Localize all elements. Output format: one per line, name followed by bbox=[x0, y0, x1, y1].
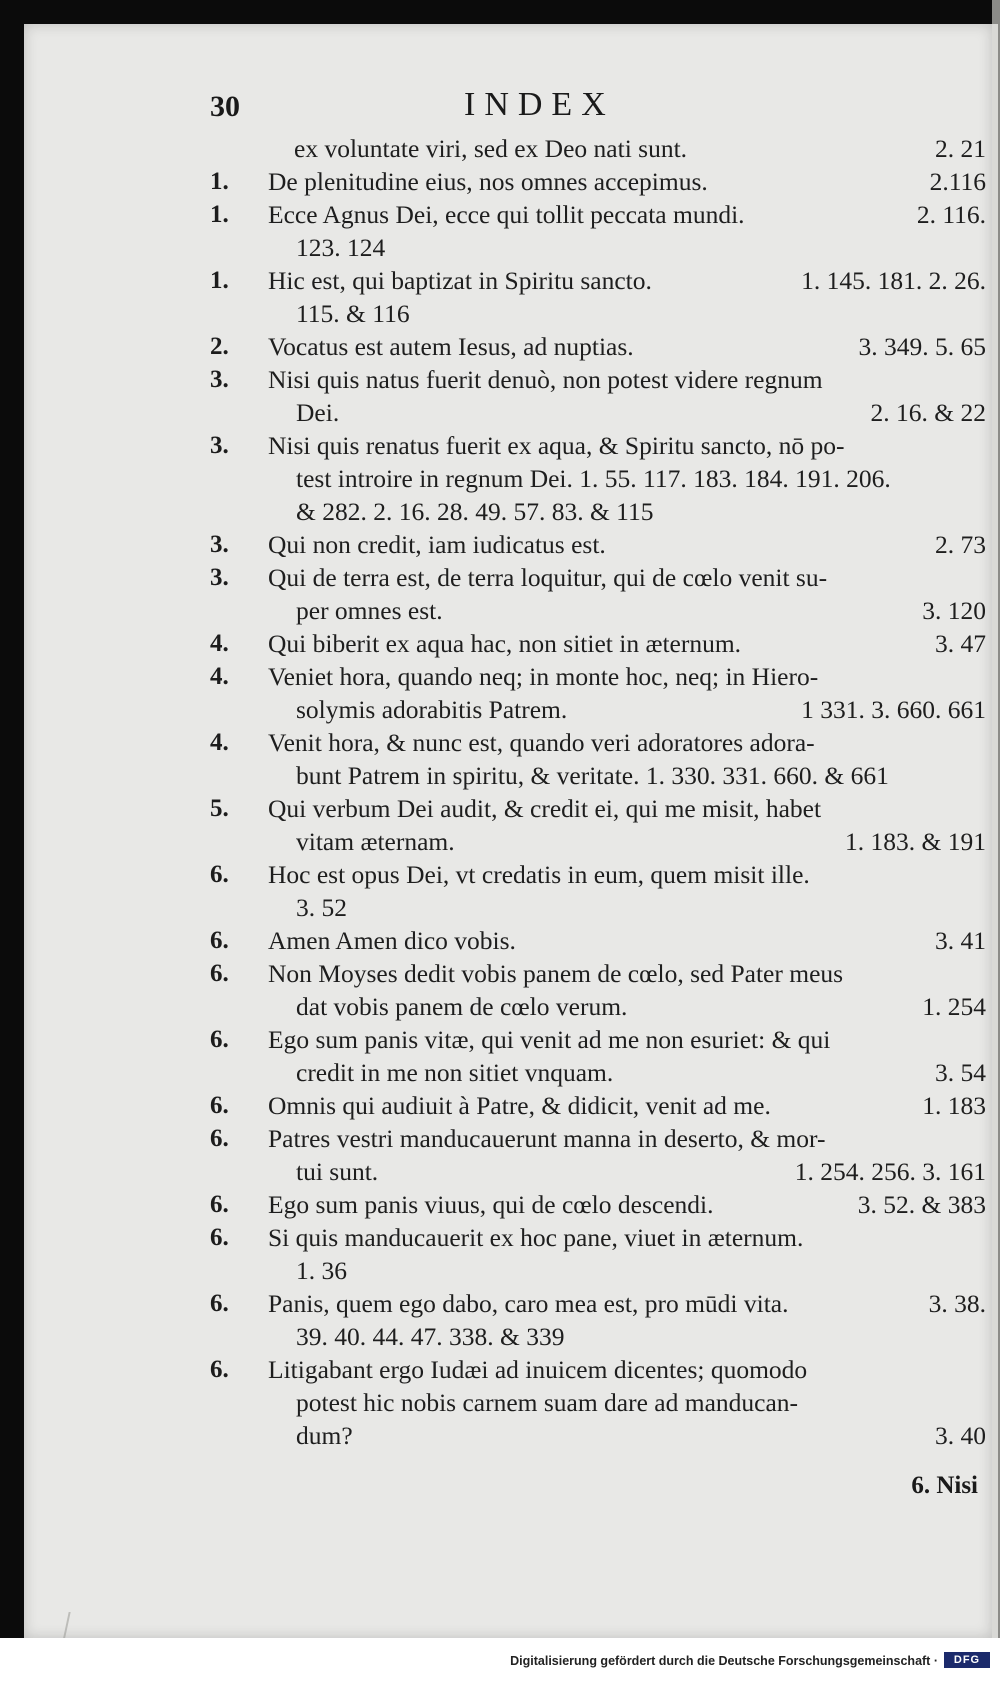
entry-line bbox=[296, 1419, 986, 1452]
chapter-number: 6. bbox=[210, 1125, 229, 1152]
running-title: INDEX bbox=[464, 86, 615, 123]
entry-line bbox=[268, 363, 986, 396]
entry-line bbox=[296, 759, 986, 792]
index-entry bbox=[24, 1122, 992, 1188]
entry-text: De plenitudine eius, nos omnes accepimus. bbox=[268, 167, 708, 196]
catchword: 6. Nisi bbox=[911, 1472, 978, 1499]
page-reference: 1. 183 bbox=[922, 1091, 986, 1120]
chapter-number: 4. bbox=[210, 729, 229, 756]
index-entry bbox=[24, 1089, 992, 1122]
index-entry bbox=[24, 132, 992, 165]
entry-line bbox=[268, 660, 986, 693]
entry-text: Nisi quis renatus fuerit ex aqua, & Spiritu sancto, nō po- bbox=[268, 431, 845, 460]
entry-line bbox=[296, 1155, 986, 1188]
chapter-number: 4. bbox=[210, 663, 229, 690]
entry-text: test introire in regnum Dei. 1. 55. 117. 183. 184. 191. 206. bbox=[296, 464, 891, 493]
page-reference: 1. 145. 181. 2. 26. bbox=[801, 266, 986, 295]
entry-line bbox=[296, 1056, 986, 1089]
entry-line bbox=[268, 429, 986, 462]
index-entry bbox=[24, 330, 992, 363]
entry-text: bunt Patrem in spiritu, & veritate. 1. 330. 331. 660. & 661 bbox=[296, 761, 889, 790]
entry-text: & 282. 2. 16. 28. 49. 57. 83. & 115 bbox=[296, 497, 654, 526]
page-reference: 3. 47 bbox=[935, 629, 986, 658]
page-reference: 1. 254. 256. 3. 161 bbox=[794, 1157, 986, 1186]
page-number: 30 bbox=[210, 90, 240, 123]
entry-text: ex voluntate viri, sed ex Deo nati sunt. bbox=[294, 134, 688, 163]
entry-line bbox=[296, 462, 986, 495]
chapter-number: 3. bbox=[210, 366, 229, 393]
page-reference: 3. 40 bbox=[935, 1421, 986, 1450]
index-entry bbox=[24, 561, 992, 627]
index-entry bbox=[24, 957, 992, 1023]
entry-text: Si quis manducauerit ex hoc pane, viuet in æternum. bbox=[268, 1223, 804, 1252]
page-reference: 3. 52. & 383 bbox=[857, 1190, 986, 1219]
entry-line bbox=[268, 528, 986, 561]
chapter-number: 6. bbox=[210, 1191, 229, 1218]
entry-line bbox=[296, 495, 986, 528]
index-entry bbox=[24, 1287, 992, 1353]
entry-text: Qui verbum Dei audit, & credit ei, qui me misit, habet bbox=[268, 794, 822, 823]
entry-text: tui sunt. bbox=[296, 1157, 379, 1186]
entry-text: Patres vestri manducauerunt manna in deserto, & mor- bbox=[268, 1124, 826, 1153]
entry-line bbox=[268, 858, 986, 891]
entry-text: Omnis qui audiuit à Patre, & didicit, venit ad me. bbox=[268, 1091, 771, 1120]
chapter-number: 1. bbox=[210, 168, 229, 195]
chapter-number: 3. bbox=[210, 531, 229, 558]
page-reference: 1 331. 3. 660. 661 bbox=[801, 695, 986, 724]
chapter-number: 6. bbox=[210, 861, 229, 888]
entry-text: vitam æternam. bbox=[296, 827, 455, 856]
index-entry bbox=[24, 528, 992, 561]
entry-line bbox=[296, 231, 986, 264]
index-entry bbox=[24, 165, 992, 198]
entry-text: potest hic nobis carnem suam dare ad manducan- bbox=[296, 1388, 799, 1417]
entry-line bbox=[268, 1089, 986, 1122]
entry-line bbox=[268, 1188, 986, 1221]
entry-text: 3. 52 bbox=[296, 893, 347, 922]
entry-line bbox=[268, 561, 986, 594]
index-entry bbox=[24, 1353, 992, 1452]
entry-text: dum? bbox=[296, 1421, 353, 1450]
chapter-number: 1. bbox=[210, 267, 229, 294]
entry-text: Litigabant ergo Iudæi ad inuicem dicentes; quomodo bbox=[268, 1355, 808, 1384]
entry-line bbox=[268, 1023, 986, 1056]
index-entry bbox=[24, 264, 992, 330]
index-entry bbox=[24, 1188, 992, 1221]
entry-text: Veniet hora, quando neq; in monte hoc, neq; in Hiero- bbox=[268, 662, 819, 691]
entry-text: Ecce Agnus Dei, ecce qui tollit peccata mundi. bbox=[268, 200, 745, 229]
page-reference: 3. 54 bbox=[935, 1058, 986, 1087]
entry-text: Qui biberit ex aqua hac, non sitiet in æternum. bbox=[268, 629, 742, 658]
entry-line bbox=[268, 264, 986, 297]
entry-line bbox=[268, 1122, 986, 1155]
entry-line bbox=[296, 693, 986, 726]
book-page bbox=[24, 24, 998, 1638]
entry-line bbox=[296, 1254, 986, 1287]
entry-text: credit in me non sitiet vnquam. bbox=[296, 1058, 614, 1087]
chapter-number: 1. bbox=[210, 201, 229, 228]
chapter-number: 2. bbox=[210, 333, 229, 360]
entry-line bbox=[268, 1221, 986, 1254]
entry-line bbox=[268, 792, 986, 825]
footer-bar bbox=[0, 1638, 1000, 1694]
index-entry bbox=[24, 1023, 992, 1089]
index-entries bbox=[24, 132, 992, 1452]
entry-line bbox=[268, 1287, 986, 1320]
chapter-number: 6. bbox=[210, 1224, 229, 1251]
entry-line bbox=[268, 957, 986, 990]
entry-text: Venit hora, & nunc est, quando veri adoratores adora- bbox=[268, 728, 815, 757]
page-reference: 3. 349. 5. 65 bbox=[858, 332, 986, 361]
chapter-number: 6. bbox=[210, 927, 229, 954]
chapter-number: 6. bbox=[210, 1026, 229, 1053]
entry-line bbox=[296, 1320, 986, 1353]
index-entry bbox=[24, 924, 992, 957]
index-entry bbox=[24, 429, 992, 528]
page-reference: 3. 120 bbox=[922, 596, 986, 625]
entry-line bbox=[296, 990, 986, 1023]
entry-line bbox=[296, 297, 986, 330]
chapter-number: 5. bbox=[210, 795, 229, 822]
entry-text: Ego sum panis viuus, qui de cœlo descendi. bbox=[268, 1190, 714, 1219]
entry-line bbox=[294, 132, 986, 165]
page-header bbox=[24, 84, 992, 128]
entry-text: Qui non credit, iam iudicatus est. bbox=[268, 530, 606, 559]
entry-text: solymis adorabitis Patrem. bbox=[296, 695, 568, 724]
page-reference: 2.116 bbox=[929, 167, 986, 196]
page-reference: 2. 16. & 22 bbox=[870, 398, 986, 427]
entry-line bbox=[268, 627, 986, 660]
entry-line bbox=[296, 594, 986, 627]
page-reference: 3. 38. bbox=[928, 1289, 986, 1318]
entry-text: 1. 36 bbox=[296, 1256, 347, 1285]
entry-text: Qui de terra est, de terra loquitur, qui de cœlo venit su- bbox=[268, 563, 828, 592]
entry-text: Dei. bbox=[296, 398, 340, 427]
entry-text: Panis, quem ego dabo, caro mea est, pro mūdi vita. bbox=[268, 1289, 789, 1318]
entry-text: 39. 40. 44. 47. 338. & 339 bbox=[296, 1322, 565, 1351]
index-entry bbox=[24, 726, 992, 792]
entry-text: Amen Amen dico vobis. bbox=[268, 926, 516, 955]
chapter-number: 6. bbox=[210, 1290, 229, 1317]
entry-line bbox=[268, 924, 986, 957]
entry-line bbox=[296, 825, 986, 858]
entry-text: dat vobis panem de cœlo verum. bbox=[296, 992, 628, 1021]
entry-text: per omnes est. bbox=[296, 596, 443, 625]
entry-line bbox=[268, 198, 986, 231]
chapter-number: 6. bbox=[210, 1092, 229, 1119]
entry-line bbox=[268, 330, 986, 363]
entry-text: Nisi quis natus fuerit denuò, non potest videre regnum bbox=[268, 365, 823, 394]
index-entry bbox=[24, 792, 992, 858]
chapter-number: 3. bbox=[210, 432, 229, 459]
entry-text: 115. & 116 bbox=[296, 299, 410, 328]
entry-line bbox=[296, 891, 986, 924]
entry-line bbox=[268, 165, 986, 198]
footer-credit: Digitalisierung gefördert durch die Deutsche Forschungsgemeinschaft · bbox=[510, 1654, 938, 1668]
chapter-number: 6. bbox=[210, 960, 229, 987]
chapter-number: 6. bbox=[210, 1356, 229, 1383]
index-entry bbox=[24, 1221, 992, 1287]
page-reference: 2. 73 bbox=[935, 530, 986, 559]
entry-line bbox=[268, 1353, 986, 1386]
entry-line bbox=[296, 1386, 986, 1419]
index-entry bbox=[24, 627, 992, 660]
dfg-logo: DFG bbox=[944, 1652, 990, 1668]
page-reference: 3. 41 bbox=[935, 926, 986, 955]
chapter-number: 3. bbox=[210, 564, 229, 591]
page-reference: 1. 183. & 191 bbox=[845, 827, 986, 856]
page-reference: 1. 254 bbox=[922, 992, 986, 1021]
entry-text: Hic est, qui baptizat in Spiritu sancto. bbox=[268, 266, 652, 295]
entry-line bbox=[268, 726, 986, 759]
index-entry bbox=[24, 660, 992, 726]
chapter-number: 4. bbox=[210, 630, 229, 657]
entry-text: Ego sum panis vitæ, qui venit ad me non esuriet: & qui bbox=[268, 1025, 831, 1054]
entry-line bbox=[296, 396, 986, 429]
entry-text: Hoc est opus Dei, vt credatis in eum, quem misit ille. bbox=[268, 860, 810, 889]
entry-text: 123. 124 bbox=[296, 233, 386, 262]
index-entry bbox=[24, 198, 992, 264]
entry-text: Vocatus est autem Iesus, ad nuptias. bbox=[268, 332, 634, 361]
index-entry bbox=[24, 858, 992, 924]
index-entry bbox=[24, 363, 992, 429]
page-reference: 2. 21 bbox=[935, 134, 986, 163]
page-reference: 2. 116. bbox=[916, 200, 986, 229]
entry-text: Non Moyses dedit vobis panem de cœlo, sed Pater meus bbox=[268, 959, 844, 988]
